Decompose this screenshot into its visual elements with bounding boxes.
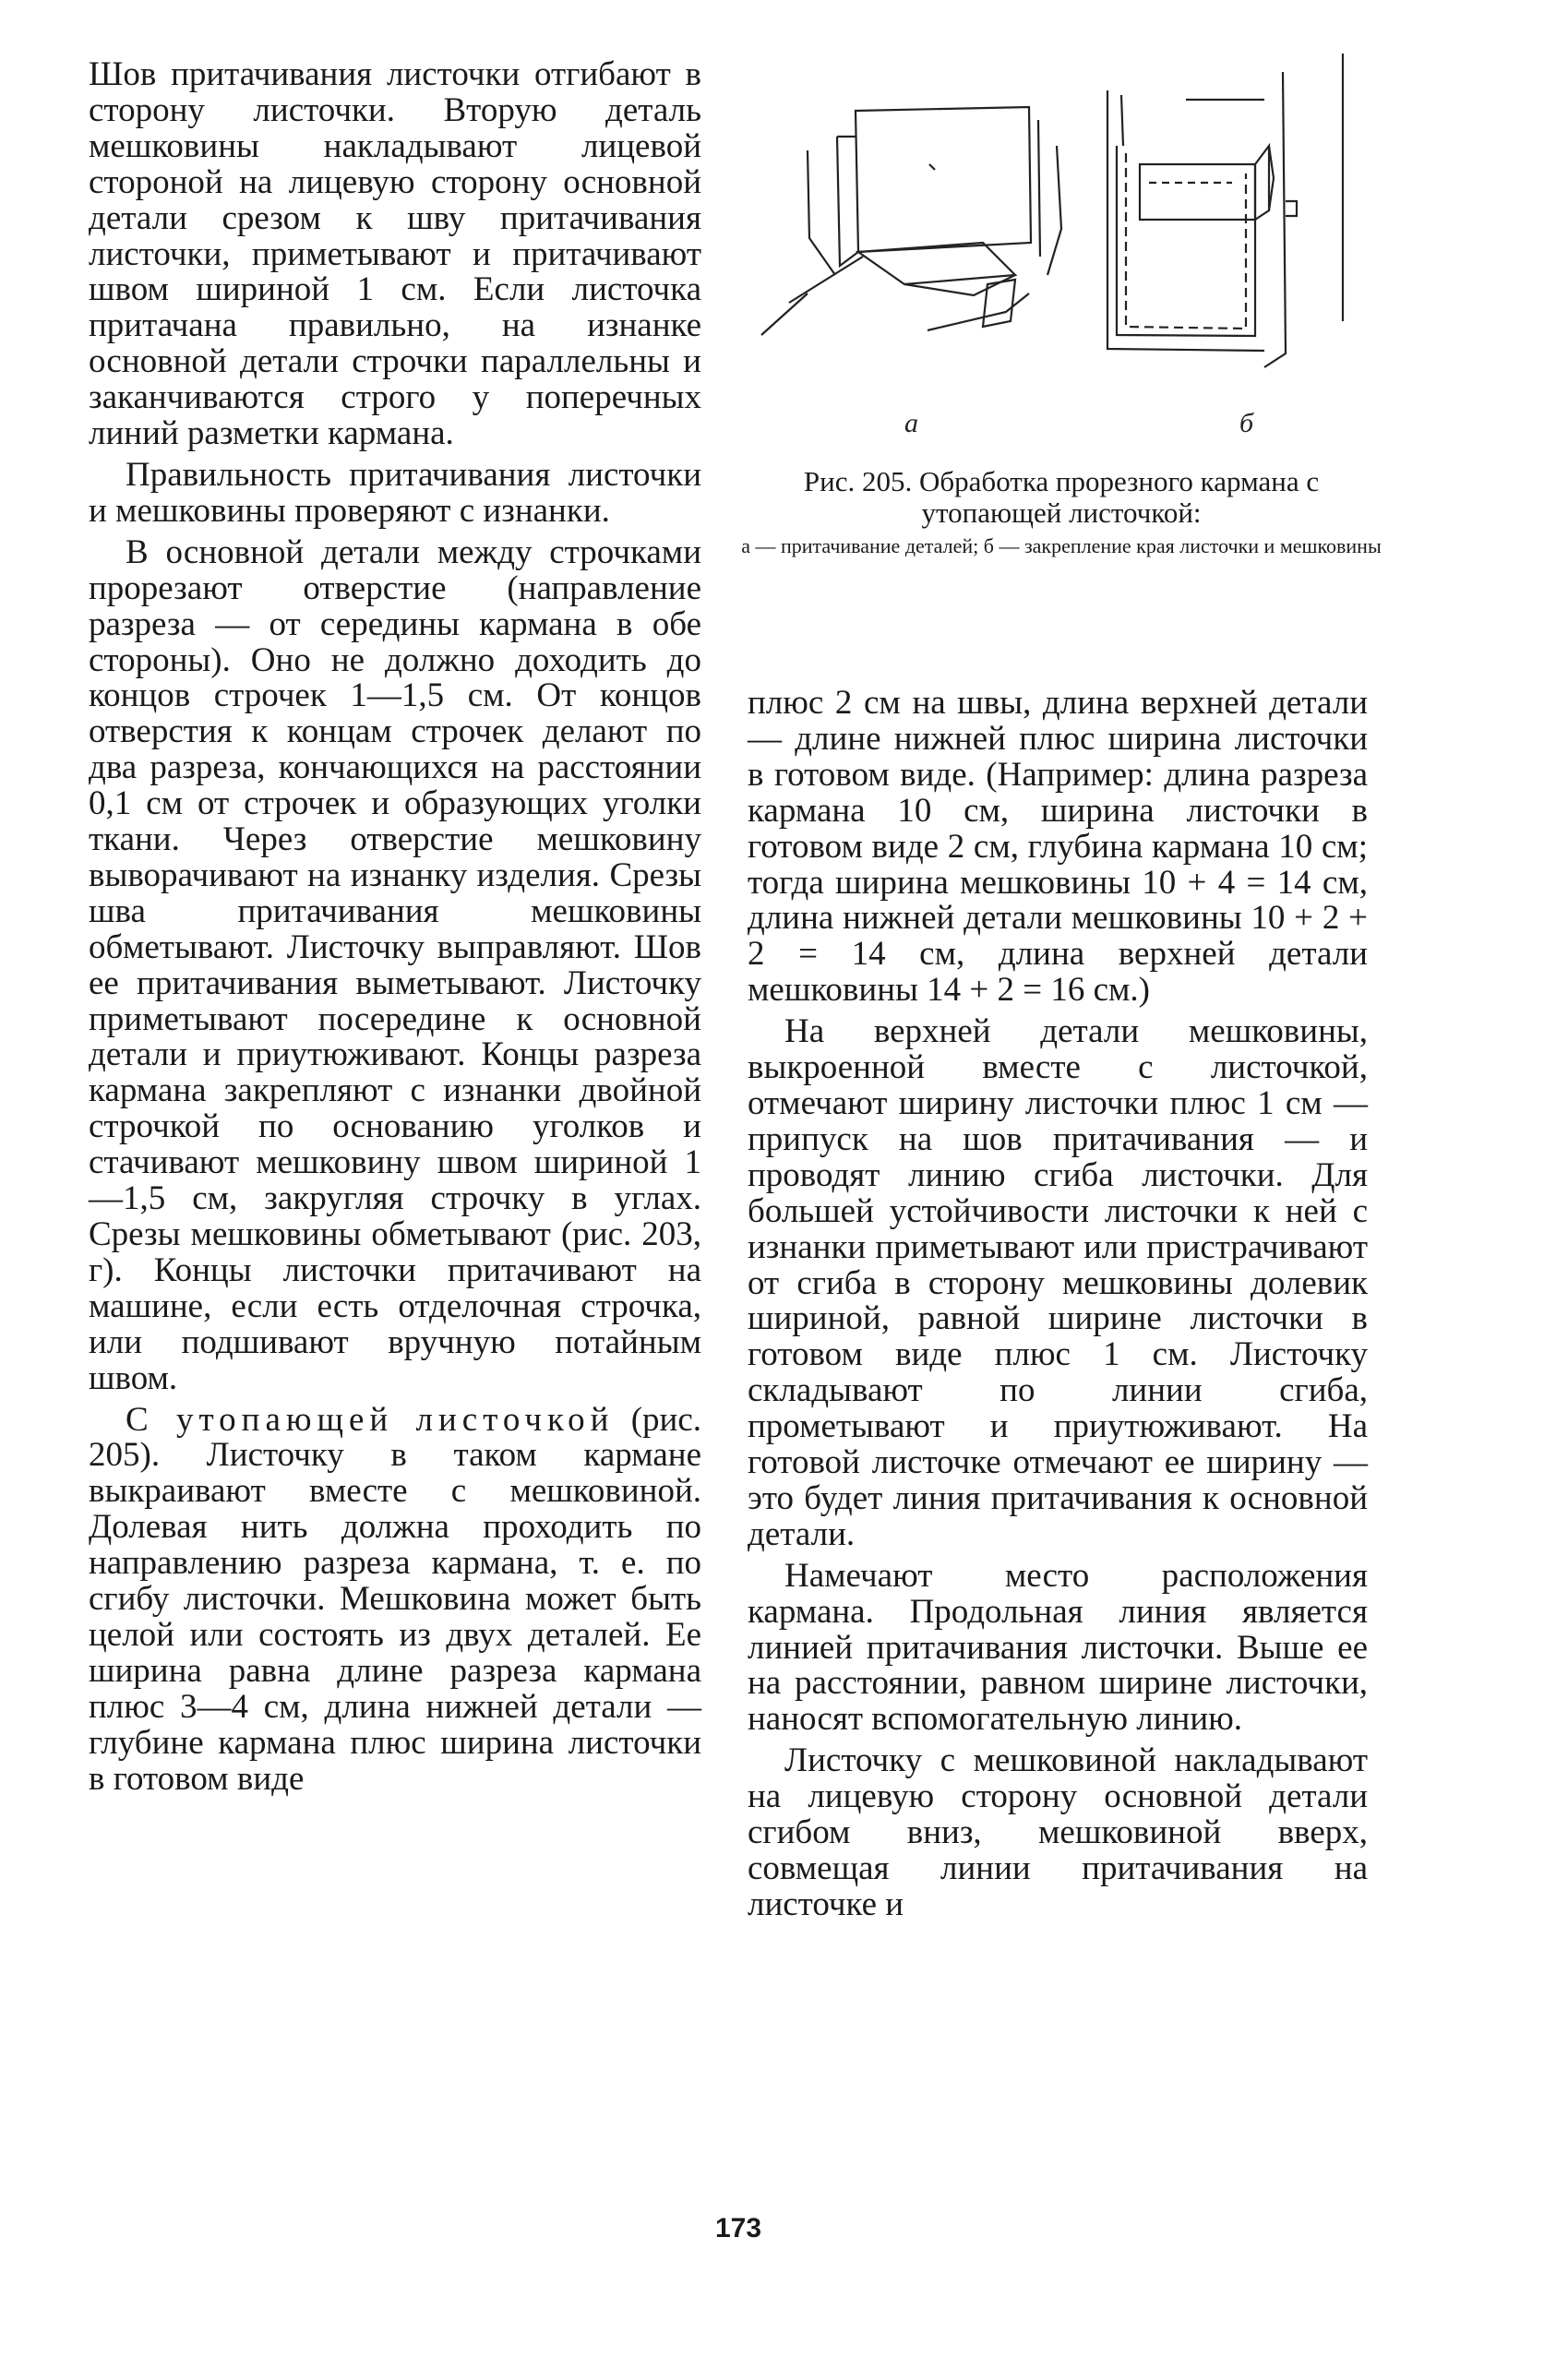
pocket-diagram	[752, 54, 1372, 441]
paragraph-text: (рис. 205). Листочку в таком кармане выкраивают вместе с мешковиной. Долевая нить должна проходить по направлению разреза кармана, т. е. по сгибу листочки. Мешковина может быть целой или состоять из двух деталей. Ее ширина равна длине разреза кармана плюс 3—4 см, длина нижней детали — глубине кармана плюс ширина листочки в готовом виде	[89, 1400, 701, 1798]
figure-caption	[738, 466, 1384, 558]
paragraph: Шов притачивания листочки отгибают в сторону листочки. Вторую деталь мешковины накладывают лицевой стороной на лицевую сторону основной детали срезом к шву притачивания листочки, приметывают и притачивают швом шириной 1 см. Если листочка притачана правильно, на изнанке основной детали строчки параллельны и заканчиваются строго у поперечных линий разметки кармана.	[89, 55, 701, 453]
paragraph: Правильность притачивания листочки и мешковины проверяют с изнанки.	[89, 455, 701, 530]
caption-title: Рис. 205. Обработка прорезного кармана с утопающей листочкой:	[803, 465, 1320, 529]
paragraph: Листочку с мешковиной накладывают на лицевую сторону основной детали сгибом вниз, мешковиной вверх, совмещая линии притачивания на листочке и	[748, 1741, 1368, 1923]
paragraph: плюс 2 см на швы, длина верхней детали — длине нижней плюс ширина листочки в готовом виде. (Например: длина разреза кармана 10 см, ширина листочки в готовом виде 2 см, глубина кармана 10 см; тогда ширина мешковины 10 + 4 = 14 см, длина нижней детали мешковины 10 + 2 + 2 = 14 см, длина верхней детали мешковины 14 + 2 = 16 см.)	[748, 684, 1368, 1010]
left-text-column	[89, 57, 701, 1798]
figure-205	[752, 54, 1372, 441]
paragraph: На верхней детали мешковины, выкроенной вместе с листочкой, отмечают ширину листочки плюс 1 см — припуск на шов притачивания — и проводят линию сгиба листочки. Для большей устойчивости листочки к ней с изнанки приметывают или пристрачивают от сгиба в сторону мешковины долевик шириной, равной ширине листочки в готовом виде плюс 1 см. Листочку складывают по линии сгиба, прометывают и приутюживают. На готовой листочке отмечают ее ширину — это будет линия притачивания к основной детали.	[748, 1012, 1368, 1553]
paragraph: Намечают место расположения кармана. Продольная линия является линией притачивания листочки. Выше ее на расстоянии, равном ширине листочки, наносят вспомогательную линию.	[748, 1556, 1368, 1739]
paragraph: В основной детали между строчками прорезают отверстие (направление разреза — от середины кармана в обе стороны). Оно не должно доходить до концов строчек 1—1,5 см. От концов отверстия к концам строчек делают по два разреза, кончающихся на расстоянии 0,1 см от строчек и образующих уголки ткани. Через отверстие мешковину выворачивают на изнанку изделия. Срезы шва притачивания мешковины обметывают. Листочку выправляют. Шов ее притачивания выметывают. Листочку приметывают посередине к основной детали и приутюживают. Концы разреза кармана закрепляют с изнанки двойной строчкой по основанию уголков и стачивают мешковину швом шириной 1—1,5 см, закругляя строчку в углах. Срезы мешковины обметывают (рис. 203, г). Концы листочки притачивают на машине, если есть отделочная строчка, или подшивают вручную потайным швом.	[89, 532, 701, 1397]
page-number: 173	[714, 2213, 762, 2243]
caption-legend: а — притачивание деталей; б — закрепление края листочки и мешковины	[741, 534, 1382, 557]
figure-label-a: а	[904, 408, 918, 438]
paragraph-section-start	[89, 1400, 701, 1798]
right-text-column	[748, 686, 1368, 1923]
figure-label-b: б	[1239, 408, 1254, 438]
section-lead-text: С утопающей листочкой	[126, 1400, 615, 1439]
